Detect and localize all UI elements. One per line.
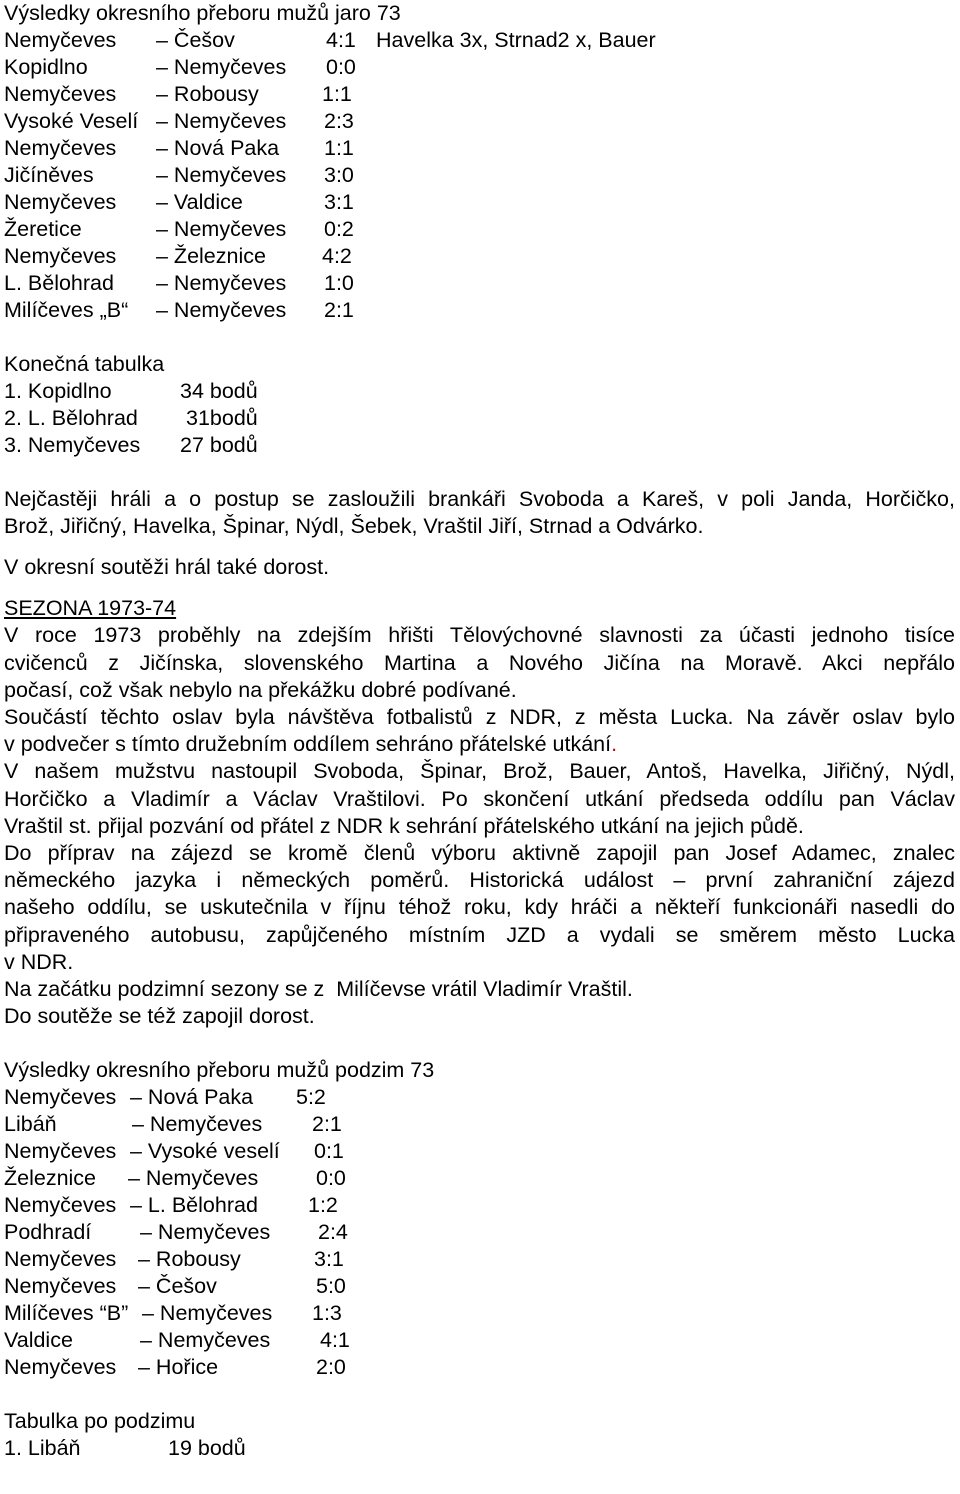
paragraph-line: Horčičko a Vladimír a Václav Vraštilovi. Po skončení utkání předseda oddílu pan Václav xyxy=(4,786,955,811)
paragraph-line: počasí, což však nebylo na překážku dobré podívané. xyxy=(4,677,517,702)
home-team: Nemyčeves xyxy=(4,1085,117,1110)
away-team: – Nemyčeves xyxy=(156,55,287,79)
table-row xyxy=(4,378,956,405)
youth-note: V okresní soutěži hrál také dorost. xyxy=(4,555,330,580)
score: 2:4 xyxy=(318,1220,348,1245)
season-paragraph-1 xyxy=(4,622,955,704)
paragraph-end-period: . xyxy=(611,732,618,757)
score: 3:1 xyxy=(324,190,354,214)
paragraph-line: připraveného autobusu, zapůjčeného místním JZD a vydali se směrem město Lucka xyxy=(4,922,955,947)
table-row xyxy=(4,432,956,459)
home-team: L. Bělohrad xyxy=(4,271,114,295)
away-team: – Robousy xyxy=(156,82,259,106)
match-row xyxy=(4,1192,956,1219)
score: 1:1 xyxy=(322,82,352,106)
paragraph-line: Do příprav na zájezd se kromě členů výboru aktivně zapojil pan Josef Adamec, znalec xyxy=(4,841,955,866)
season-paragraph-6: Do soutěže se též zapojil dorost. xyxy=(4,1004,315,1029)
spring-results-list xyxy=(4,27,956,324)
table-team: 1. Kopidlno xyxy=(4,379,112,403)
match-row xyxy=(4,1246,956,1273)
spacer xyxy=(4,1030,956,1057)
paragraph-line: v NDR. xyxy=(4,949,74,974)
season-heading-text: SEZONA 1973-74 xyxy=(4,596,177,621)
home-team: Nemyčeves xyxy=(4,1193,117,1218)
match-row xyxy=(4,1354,956,1381)
away-team: – Nemyčeves xyxy=(156,163,287,187)
home-team: Nemyčeves xyxy=(4,28,117,52)
match-row xyxy=(4,81,956,108)
match-row xyxy=(4,1138,956,1165)
match-row xyxy=(4,270,956,297)
away-team: – L. Bělohrad xyxy=(130,1193,258,1218)
final-table-title: Konečná tabulka xyxy=(4,352,165,376)
score: 0:0 xyxy=(316,1166,346,1191)
autumn-results-title: Výsledky okresního přeboru mužů podzim 73 xyxy=(4,1058,435,1083)
score: 1:2 xyxy=(308,1193,338,1218)
table-team: 1. Libáň xyxy=(4,1436,81,1461)
table-row xyxy=(4,405,956,432)
paragraph-line: našeho oddílu, se uskutečnila v říjnu téhož roku, kdy hráči a někteří funkcionáři nasedli do xyxy=(4,895,955,920)
table-row xyxy=(4,1435,956,1462)
match-row xyxy=(4,135,956,162)
home-team: Nemyčeves xyxy=(4,1139,117,1164)
score: 0:1 xyxy=(314,1139,344,1164)
season-heading xyxy=(4,595,956,622)
paragraph-line: V roce 1973 proběhly na zdejším hřišti Tělovýchovné slavnosti za účasti jednoho tisíce xyxy=(4,623,955,648)
spacer xyxy=(4,581,956,595)
spacer xyxy=(4,459,956,486)
away-team: – Hořice xyxy=(138,1355,219,1380)
score: 1:3 xyxy=(312,1301,342,1326)
spacer xyxy=(4,540,956,554)
match-row xyxy=(4,108,956,135)
match-row xyxy=(4,189,956,216)
away-team: – Nemyčeves xyxy=(132,1112,263,1137)
home-team: Nemyčeves xyxy=(4,82,117,106)
score: 2:1 xyxy=(324,298,354,322)
score: 1:0 xyxy=(324,271,354,295)
home-team: Valdice xyxy=(4,1328,73,1353)
paragraph-line: Brož, Jiřičný, Havelka, Špinar, Nýdl, Šebek, Vraštil Jiří, Strnad a Odvárko. xyxy=(4,514,704,539)
match-row xyxy=(4,1300,956,1327)
match-row xyxy=(4,1084,956,1111)
document-page xyxy=(4,0,956,1462)
home-team: Nemyčeves xyxy=(4,244,117,268)
home-team: Libáň xyxy=(4,1112,57,1137)
score: 5:0 xyxy=(316,1274,346,1299)
home-team: Milíčeves “B” xyxy=(4,1301,129,1326)
match-row xyxy=(4,216,956,243)
away-team: – Nemyčeves xyxy=(140,1220,271,1245)
score: 4:1 xyxy=(326,28,356,52)
spacer xyxy=(4,324,956,351)
paragraph-line: Součástí těchto oslav byla návštěva fotbalistů z NDR, z města Lucka. Na závěr oslav bylo xyxy=(4,705,955,730)
match-row xyxy=(4,54,956,81)
away-team: – Nová Paka xyxy=(130,1085,254,1110)
match-row xyxy=(4,162,956,189)
home-team: Železnice xyxy=(4,1166,97,1191)
score: 2:1 xyxy=(312,1112,342,1137)
home-team: Podhradí xyxy=(4,1220,92,1245)
match-row xyxy=(4,297,956,324)
paragraph-line: V našem mužstvu nastoupil Svoboda, Špinar, Brož, Bauer, Antoš, Havelka, Jiřičný, Nýdl, xyxy=(4,759,955,784)
paragraph-line: německého jazyka i německých poměrů. Historická událost – první zahraniční zájezd xyxy=(4,868,955,893)
score: 0:2 xyxy=(324,217,354,241)
home-team: Vysoké Veselí xyxy=(4,109,139,133)
away-team: – Vysoké veselí xyxy=(130,1139,280,1164)
spacer xyxy=(4,1381,956,1408)
match-row xyxy=(4,243,956,270)
score: 2:3 xyxy=(324,109,354,133)
score: 0:0 xyxy=(326,55,356,79)
away-team: – Nemyčeves xyxy=(156,217,287,241)
season-paragraph-5: Na začátku podzimní sezony se z Milíčevse vrátil Vladimír Vraštil. xyxy=(4,977,633,1002)
score: 4:2 xyxy=(322,244,352,268)
home-team: Nemyčeves xyxy=(4,136,117,160)
table-team: 2. L. Bělohrad xyxy=(4,406,138,430)
away-team: – Češov xyxy=(156,28,235,52)
score: 5:2 xyxy=(296,1085,326,1110)
score: 3:0 xyxy=(324,163,354,187)
score: 2:0 xyxy=(316,1355,346,1380)
home-team: Milíčeves „B“ xyxy=(4,298,129,322)
autumn-table-title: Tabulka po podzimu xyxy=(4,1409,196,1434)
season-paragraph-4 xyxy=(4,840,955,976)
paragraph-text: v podvečer s tímto družebním oddílem sehráno přátelské utkání xyxy=(4,732,612,757)
away-team: – Nemyčeves xyxy=(140,1328,271,1353)
away-team: – Nemyčeves xyxy=(142,1301,273,1326)
score: 1:1 xyxy=(324,136,354,160)
match-row xyxy=(4,1111,956,1138)
table-points: 31bodů xyxy=(186,406,258,430)
match-row xyxy=(4,1273,956,1300)
season-paragraph-2 xyxy=(4,704,955,758)
match-row xyxy=(4,1165,956,1192)
home-team: Nemyčeves xyxy=(4,1247,117,1272)
autumn-results-list xyxy=(4,1084,956,1381)
paragraph-line: Vraštil st. přijal pozvání od přátel z NDR k sehrání přátelského utkání na jejich půdě. xyxy=(4,813,804,838)
away-team: – Nemyčeves xyxy=(156,271,287,295)
score: 3:1 xyxy=(314,1247,344,1272)
away-team: – Robousy xyxy=(138,1247,241,1272)
away-team: – Nemyčeves xyxy=(156,109,287,133)
players-paragraph xyxy=(4,486,955,540)
table-points: 19 bodů xyxy=(168,1436,246,1461)
match-row xyxy=(4,1327,956,1354)
paragraph-line: Nejčastěji hráli a o postup se zasloužili brankáři Svoboda a Kareš, v poli Janda, Horčičko, xyxy=(4,487,955,511)
away-team: – Železnice xyxy=(156,244,266,268)
away-team: – Nemyčeves xyxy=(156,298,287,322)
home-team: Nemyčeves xyxy=(4,1274,117,1299)
match-row xyxy=(4,1219,956,1246)
table-team: 3. Nemyčeves xyxy=(4,433,141,457)
home-team: Kopidlno xyxy=(4,55,88,79)
home-team: Nemyčeves xyxy=(4,1355,117,1380)
spring-results-title: Výsledky okresního přeboru mužů jaro 73 xyxy=(4,1,401,25)
scorers-note: Havelka 3x, Strnad2 x, Bauer xyxy=(376,28,656,52)
match-row xyxy=(4,27,956,54)
home-team: Jičíněves xyxy=(4,163,94,187)
table-points: 27 bodů xyxy=(180,433,258,457)
paragraph-line xyxy=(4,731,955,758)
home-team: Žeretice xyxy=(4,217,82,241)
away-team: – Češov xyxy=(138,1274,217,1299)
score: 4:1 xyxy=(320,1328,350,1353)
table-points: 34 bodů xyxy=(180,379,258,403)
home-team: Nemyčeves xyxy=(4,190,117,214)
away-team: – Nemyčeves xyxy=(128,1166,259,1191)
season-paragraph-3 xyxy=(4,758,955,840)
away-team: – Valdice xyxy=(156,190,243,214)
paragraph-line: cvičenců z Jičínska, slovenského Martina a Nového Jičína na Moravě. Akci nepřálo xyxy=(4,650,955,675)
away-team: – Nová Paka xyxy=(156,136,280,160)
